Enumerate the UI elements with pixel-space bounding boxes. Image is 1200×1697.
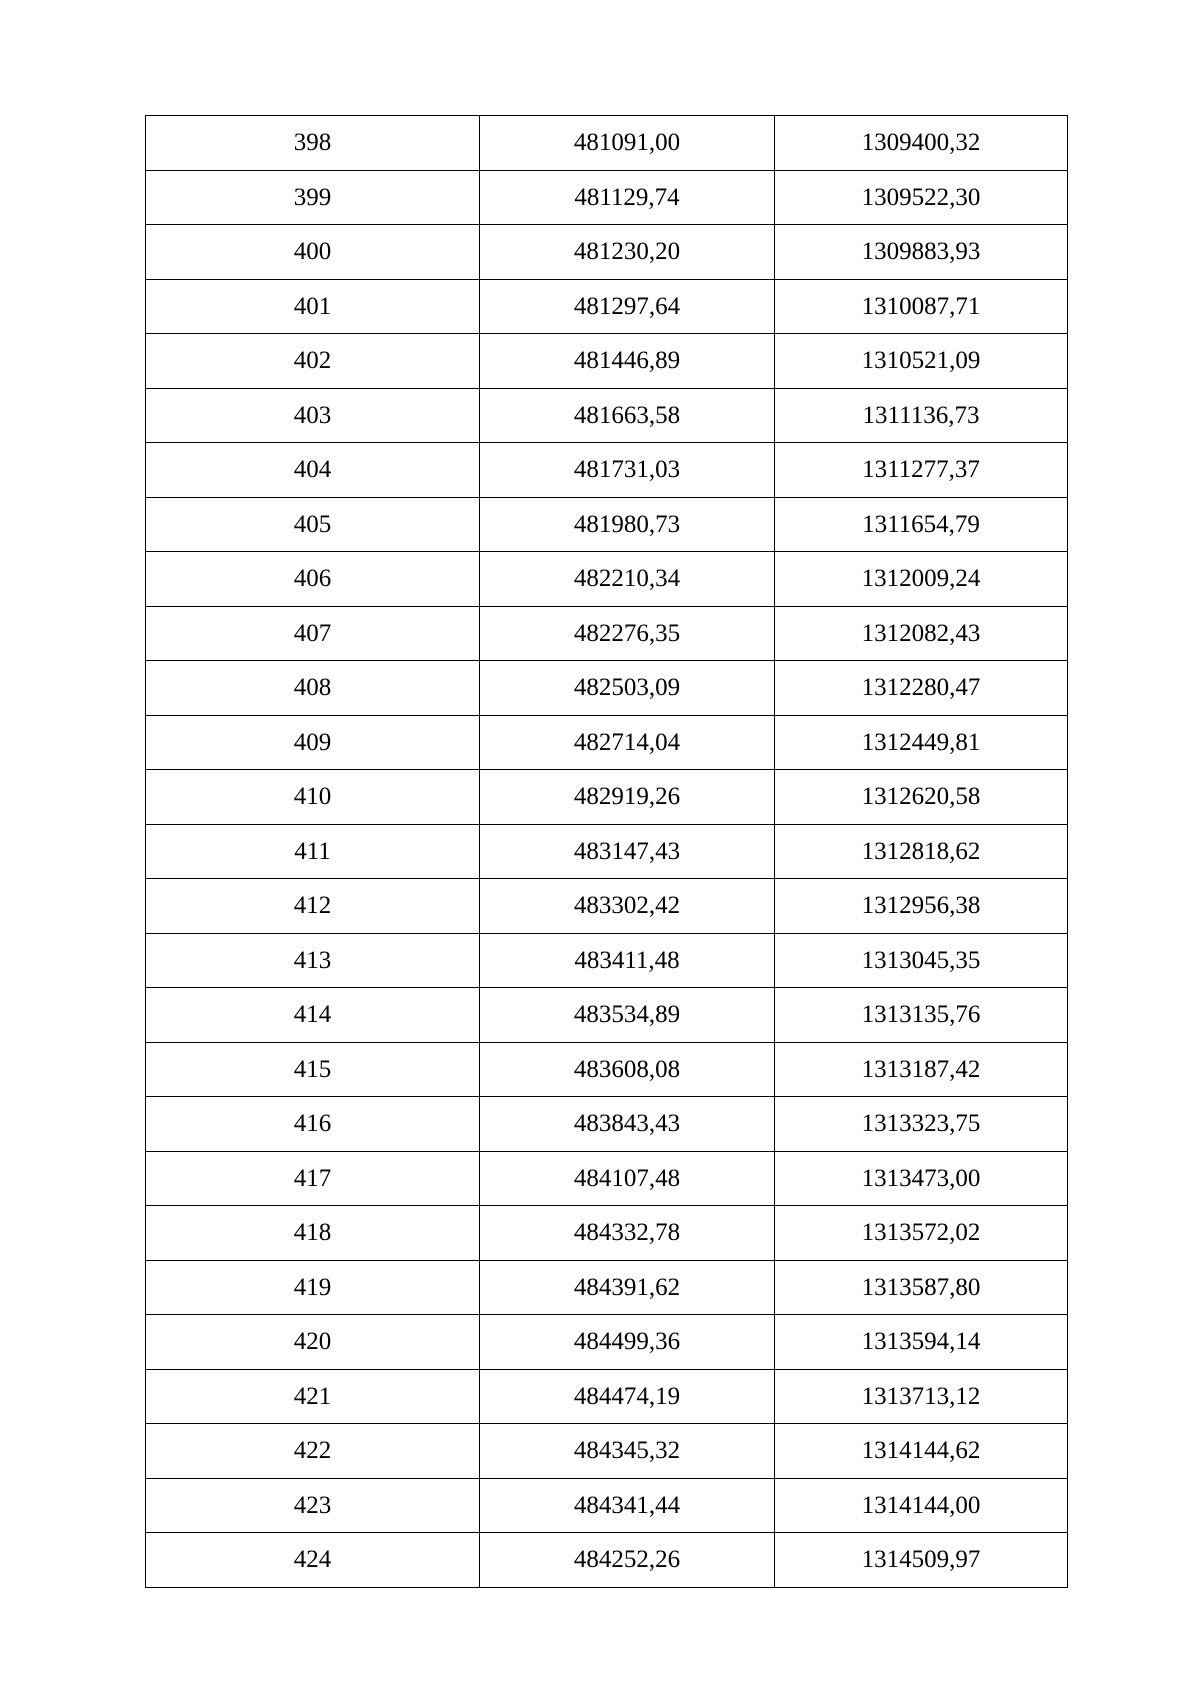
- x-coordinate-cell: 484107,48: [480, 1151, 775, 1206]
- point-number-cell: 416: [146, 1097, 480, 1152]
- x-coordinate-cell: 482503,09: [480, 661, 775, 716]
- y-coordinate-cell: 1312009,24: [775, 552, 1068, 607]
- y-coordinate-cell: 1311136,73: [775, 388, 1068, 443]
- table-row: [146, 552, 1068, 607]
- x-coordinate-cell: 481980,73: [480, 497, 775, 552]
- y-coordinate-cell: 1313572,02: [775, 1206, 1068, 1261]
- point-number-cell: 404: [146, 443, 480, 498]
- table-row: [146, 1478, 1068, 1533]
- table-row: [146, 225, 1068, 280]
- y-coordinate-cell: 1309883,93: [775, 225, 1068, 280]
- y-coordinate-cell: 1309522,30: [775, 170, 1068, 225]
- table-row: [146, 116, 1068, 171]
- point-number-cell: 411: [146, 824, 480, 879]
- x-coordinate-cell: 481731,03: [480, 443, 775, 498]
- y-coordinate-cell: 1313473,00: [775, 1151, 1068, 1206]
- point-number-cell: 403: [146, 388, 480, 443]
- table-row: [146, 1097, 1068, 1152]
- x-coordinate-cell: 481446,89: [480, 334, 775, 389]
- y-coordinate-cell: 1314509,97: [775, 1533, 1068, 1588]
- coordinates-table: [145, 115, 1068, 1588]
- y-coordinate-cell: 1310521,09: [775, 334, 1068, 389]
- point-number-cell: 410: [146, 770, 480, 825]
- point-number-cell: 409: [146, 715, 480, 770]
- table-row: [146, 1206, 1068, 1261]
- table-row: [146, 497, 1068, 552]
- point-number-cell: 413: [146, 933, 480, 988]
- x-coordinate-cell: 483411,48: [480, 933, 775, 988]
- y-coordinate-cell: 1314144,62: [775, 1424, 1068, 1479]
- table-row: [146, 770, 1068, 825]
- table-row: [146, 1424, 1068, 1479]
- y-coordinate-cell: 1313587,80: [775, 1260, 1068, 1315]
- point-number-cell: 424: [146, 1533, 480, 1588]
- table-row: [146, 279, 1068, 334]
- point-number-cell: 405: [146, 497, 480, 552]
- table-row: [146, 824, 1068, 879]
- x-coordinate-cell: 484391,62: [480, 1260, 775, 1315]
- x-coordinate-cell: 484499,36: [480, 1315, 775, 1370]
- y-coordinate-cell: 1313135,76: [775, 988, 1068, 1043]
- table-row: [146, 715, 1068, 770]
- table-row: [146, 443, 1068, 498]
- point-number-cell: 412: [146, 879, 480, 934]
- point-number-cell: 400: [146, 225, 480, 280]
- y-coordinate-cell: 1312280,47: [775, 661, 1068, 716]
- x-coordinate-cell: 481230,20: [480, 225, 775, 280]
- table-row: [146, 661, 1068, 716]
- x-coordinate-cell: 482714,04: [480, 715, 775, 770]
- y-coordinate-cell: 1312956,38: [775, 879, 1068, 934]
- x-coordinate-cell: 482210,34: [480, 552, 775, 607]
- y-coordinate-cell: 1314144,00: [775, 1478, 1068, 1533]
- point-number-cell: 399: [146, 170, 480, 225]
- point-number-cell: 407: [146, 606, 480, 661]
- point-number-cell: 421: [146, 1369, 480, 1424]
- table-row: [146, 1533, 1068, 1588]
- y-coordinate-cell: 1313323,75: [775, 1097, 1068, 1152]
- x-coordinate-cell: 484252,26: [480, 1533, 775, 1588]
- table-row: [146, 933, 1068, 988]
- point-number-cell: 408: [146, 661, 480, 716]
- point-number-cell: 417: [146, 1151, 480, 1206]
- table-row: [146, 1369, 1068, 1424]
- point-number-cell: 414: [146, 988, 480, 1043]
- point-number-cell: 401: [146, 279, 480, 334]
- x-coordinate-cell: 483534,89: [480, 988, 775, 1043]
- table-row: [146, 170, 1068, 225]
- y-coordinate-cell: 1311277,37: [775, 443, 1068, 498]
- table-row: [146, 388, 1068, 443]
- point-number-cell: 406: [146, 552, 480, 607]
- table-row: [146, 606, 1068, 661]
- y-coordinate-cell: 1312620,58: [775, 770, 1068, 825]
- x-coordinate-cell: 481297,64: [480, 279, 775, 334]
- x-coordinate-cell: 481663,58: [480, 388, 775, 443]
- y-coordinate-cell: 1310087,71: [775, 279, 1068, 334]
- table-row: [146, 1260, 1068, 1315]
- y-coordinate-cell: 1311654,79: [775, 497, 1068, 552]
- table-row: [146, 879, 1068, 934]
- y-coordinate-cell: 1313187,42: [775, 1042, 1068, 1097]
- y-coordinate-cell: 1309400,32: [775, 116, 1068, 171]
- x-coordinate-cell: 484341,44: [480, 1478, 775, 1533]
- point-number-cell: 398: [146, 116, 480, 171]
- x-coordinate-cell: 483147,43: [480, 824, 775, 879]
- point-number-cell: 402: [146, 334, 480, 389]
- point-number-cell: 423: [146, 1478, 480, 1533]
- y-coordinate-cell: 1313713,12: [775, 1369, 1068, 1424]
- x-coordinate-cell: 484332,78: [480, 1206, 775, 1261]
- point-number-cell: 418: [146, 1206, 480, 1261]
- point-number-cell: 415: [146, 1042, 480, 1097]
- x-coordinate-cell: 483843,43: [480, 1097, 775, 1152]
- x-coordinate-cell: 483302,42: [480, 879, 775, 934]
- x-coordinate-cell: 482276,35: [480, 606, 775, 661]
- y-coordinate-cell: 1312082,43: [775, 606, 1068, 661]
- y-coordinate-cell: 1313594,14: [775, 1315, 1068, 1370]
- x-coordinate-cell: 481129,74: [480, 170, 775, 225]
- point-number-cell: 419: [146, 1260, 480, 1315]
- y-coordinate-cell: 1313045,35: [775, 933, 1068, 988]
- x-coordinate-cell: 482919,26: [480, 770, 775, 825]
- table-row: [146, 1151, 1068, 1206]
- table-row: [146, 334, 1068, 389]
- x-coordinate-cell: 484474,19: [480, 1369, 775, 1424]
- table-row: [146, 1315, 1068, 1370]
- coordinates-table-body: [146, 116, 1068, 1588]
- y-coordinate-cell: 1312449,81: [775, 715, 1068, 770]
- x-coordinate-cell: 483608,08: [480, 1042, 775, 1097]
- y-coordinate-cell: 1312818,62: [775, 824, 1068, 879]
- table-row: [146, 1042, 1068, 1097]
- table-row: [146, 988, 1068, 1043]
- point-number-cell: 420: [146, 1315, 480, 1370]
- x-coordinate-cell: 484345,32: [480, 1424, 775, 1479]
- x-coordinate-cell: 481091,00: [480, 116, 775, 171]
- point-number-cell: 422: [146, 1424, 480, 1479]
